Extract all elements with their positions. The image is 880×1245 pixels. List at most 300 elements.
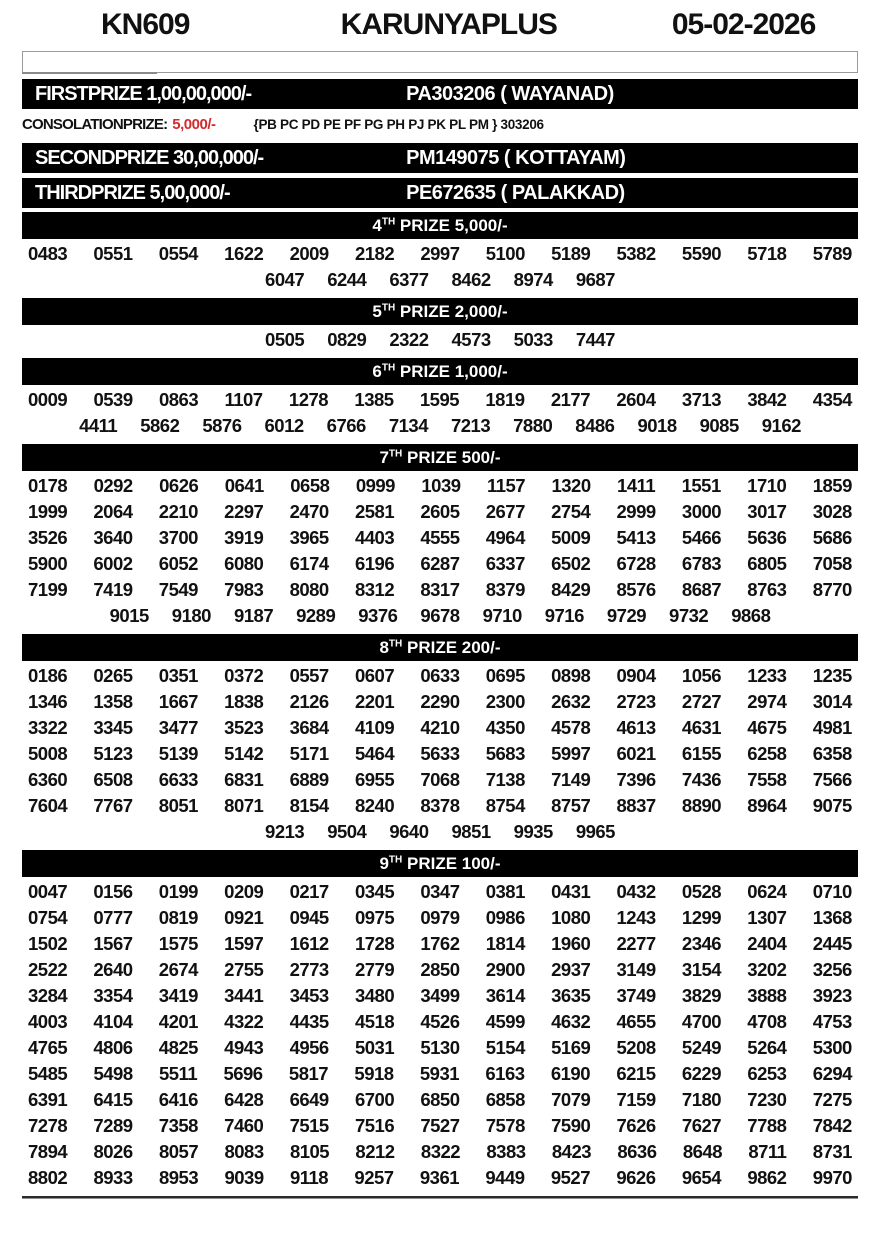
ticket-number: 2632	[551, 691, 591, 712]
ticket-number: 4655	[616, 1011, 656, 1032]
ticket-number: 3477	[158, 717, 198, 738]
ticket-number: 1368	[812, 907, 852, 928]
third-prize-ticket: PE672635 ( PALAKKAD)	[406, 181, 625, 204]
ticket-number: 8486	[575, 415, 615, 436]
ticket-number: 0829	[327, 329, 367, 350]
ticket-number: 8890	[681, 795, 722, 816]
ticket-number: 5208	[616, 1037, 656, 1058]
consolation-row	[22, 111, 858, 138]
ticket-number: 5696	[223, 1063, 263, 1084]
ticket-number: 2779	[354, 959, 395, 980]
ticket-number: 1233	[747, 665, 787, 686]
number-row	[28, 1165, 852, 1191]
ticket-number: 9965	[575, 821, 615, 842]
ticket-number: 7983	[224, 579, 264, 600]
ticket-number: 9862	[747, 1167, 787, 1188]
ticket-number: 4403	[354, 527, 395, 548]
ticket-number: 5683	[485, 743, 525, 764]
ticket-number: 3345	[93, 717, 133, 738]
ticket-number: 4956	[289, 1037, 329, 1058]
ticket-number: 0539	[93, 389, 133, 410]
ticket-number: 2210	[158, 501, 198, 522]
ticket-number: 2640	[93, 959, 133, 980]
ticket-number: 9640	[389, 821, 429, 842]
ticket-number: 5100	[485, 243, 525, 264]
ticket-number: 3256	[812, 959, 852, 980]
ticket-number: 4555	[420, 527, 460, 548]
ticket-number: 5636	[747, 527, 787, 548]
ticket-number: 1039	[421, 475, 461, 496]
ticket-number: 3014	[812, 691, 852, 712]
ticket-number: 0483	[28, 243, 68, 264]
ticket-number: 8711	[748, 1141, 787, 1162]
ticket-number: 2605	[420, 501, 460, 522]
number-row	[28, 689, 852, 715]
ticket-number: 7159	[616, 1089, 656, 1110]
ticket-number: 0695	[485, 665, 525, 686]
ticket-number: 2300	[485, 691, 525, 712]
ticket-number: 7590	[551, 1115, 591, 1136]
ticket-number: 0626	[159, 475, 199, 496]
ticket-number: 2177	[550, 389, 591, 410]
ticket-number: 3842	[747, 389, 787, 410]
ticket-number: 1502	[28, 933, 68, 954]
ticket-number: 3499	[420, 985, 460, 1006]
number-row	[28, 1139, 852, 1165]
section-title: 7TH PRIZE 500/-	[379, 447, 501, 467]
ticket-number: 3965	[289, 527, 329, 548]
section-header-5th-prize	[22, 298, 858, 325]
ticket-number: 4700	[681, 1011, 722, 1032]
second-prize-bar	[22, 143, 858, 173]
ticket-number: 8964	[747, 795, 787, 816]
ticket-number: 8240	[354, 795, 395, 816]
ticket-number: 8576	[616, 579, 656, 600]
ticket-number: 3700	[158, 527, 198, 548]
ticket-number: 6012	[264, 415, 304, 436]
ticket-number: 7460	[224, 1115, 264, 1136]
draw-code: KN609	[101, 8, 190, 41]
section-rows	[0, 385, 880, 440]
third-prize-label: THIRDPRIZE 5,00,000/-	[35, 181, 230, 204]
ticket-number: 7138	[485, 769, 525, 790]
ticket-number: 9654	[681, 1167, 721, 1188]
ticket-number: 7068	[420, 769, 460, 790]
ticket-number: 4526	[420, 1011, 460, 1032]
number-row	[28, 525, 852, 551]
ticket-number: 8648	[682, 1141, 722, 1162]
ticket-number: 4631	[681, 717, 722, 738]
ticket-number: 1358	[93, 691, 133, 712]
ticket-number: 0209	[224, 881, 264, 902]
section-header-4th-prize	[22, 212, 858, 239]
ticket-number: 5189	[551, 243, 591, 264]
ticket-number: 9039	[224, 1167, 264, 1188]
ticket-number: 6002	[93, 553, 133, 574]
ticket-number: 4104	[93, 1011, 133, 1032]
ticket-number: 3829	[681, 985, 722, 1006]
second-prize-ticket: PM149075 ( KOTTAYAM)	[406, 146, 626, 169]
ticket-number: 6889	[289, 769, 329, 790]
ticket-number: 1551	[681, 475, 721, 496]
ticket-number: 8953	[158, 1167, 199, 1188]
ticket-number: 0819	[158, 907, 198, 928]
ticket-number: 1056	[681, 665, 722, 686]
ticket-number: 4573	[451, 329, 491, 350]
ticket-number: 8212	[355, 1141, 395, 1162]
ticket-number: 5008	[28, 743, 68, 764]
ticket-number: 7199	[28, 579, 68, 600]
ticket-number: 5382	[616, 243, 656, 264]
ticket-number: 6955	[354, 769, 395, 790]
ticket-number: 3888	[747, 985, 787, 1006]
ticket-number: 1999	[28, 501, 68, 522]
ticket-number: 5876	[202, 415, 242, 436]
ticket-number: 4109	[354, 717, 395, 738]
section-header-6th-prize	[22, 358, 858, 385]
ticket-number: 0551	[93, 243, 133, 264]
ticket-number: 1299	[681, 907, 722, 928]
ticket-number: 6021	[616, 743, 656, 764]
ticket-number: 6416	[158, 1089, 198, 1110]
section-title: 9TH PRIZE 100/-	[379, 853, 501, 873]
ticket-number: 5171	[289, 743, 329, 764]
ticket-number: 1819	[485, 389, 525, 410]
ticket-number: 3354	[93, 985, 133, 1006]
ticket-number: 5918	[354, 1063, 394, 1084]
ticket-number: 1597	[224, 933, 264, 954]
ticket-number: 5686	[812, 527, 852, 548]
ticket-number: 9015	[109, 605, 149, 626]
number-row	[28, 577, 852, 603]
ticket-number: 0505	[265, 329, 305, 350]
ticket-number: 6244	[327, 269, 367, 290]
ticket-number: 5142	[224, 743, 264, 764]
ticket-number: 8731	[812, 1141, 852, 1162]
ticket-number: 3919	[224, 527, 264, 548]
ticket-number: 7436	[681, 769, 722, 790]
ticket-number: 8757	[551, 795, 591, 816]
ticket-number: 9716	[544, 605, 584, 626]
ticket-number: 3684	[289, 717, 329, 738]
ticket-number: 9187	[233, 605, 274, 626]
ticket-number: 7549	[158, 579, 198, 600]
ticket-number: 0351	[158, 665, 198, 686]
ticket-number: 5300	[812, 1037, 852, 1058]
ticket-number: 2445	[812, 933, 852, 954]
ticket-number: 4411	[79, 415, 118, 436]
ticket-number: 7447	[575, 329, 615, 350]
ticket-number: 6163	[485, 1063, 525, 1084]
ticket-number: 9729	[606, 605, 647, 626]
section-rows	[0, 877, 880, 1192]
ticket-number: 3441	[224, 985, 264, 1006]
ticket-number: 4210	[420, 717, 460, 738]
ticket-number: 8083	[224, 1141, 264, 1162]
ticket-number: 2755	[224, 959, 264, 980]
ticket-number: 9868	[731, 605, 771, 626]
ticket-number: 4201	[158, 1011, 198, 1032]
ticket-number: 4354	[812, 389, 852, 410]
ticket-number: 6649	[289, 1089, 329, 1110]
ticket-number: 5123	[93, 743, 133, 764]
ticket-number: 0199	[158, 881, 198, 902]
ticket-number: 7278	[28, 1115, 68, 1136]
ticket-number: 7788	[747, 1115, 787, 1136]
ticket-number: 5789	[812, 243, 852, 264]
ticket-number: 9289	[296, 605, 336, 626]
ticket-number: 2773	[289, 959, 329, 980]
number-row	[28, 819, 852, 845]
ticket-number: 3419	[158, 985, 198, 1006]
ticket-number: 3923	[812, 985, 852, 1006]
ticket-number: 8687	[681, 579, 722, 600]
ticket-number: 8770	[812, 579, 852, 600]
ticket-number: 7134	[388, 415, 428, 436]
ticket-number: 2126	[289, 691, 329, 712]
ticket-number: 4708	[747, 1011, 787, 1032]
number-row	[28, 905, 852, 931]
ticket-number: 7842	[812, 1115, 852, 1136]
ticket-number: 1385	[354, 389, 394, 410]
ticket-number: 5009	[551, 527, 591, 548]
ticket-number: 7180	[681, 1089, 722, 1110]
ticket-number: 7627	[681, 1115, 722, 1136]
number-row	[28, 413, 852, 439]
ticket-number: 2723	[616, 691, 656, 712]
ticket-number: 6391	[28, 1089, 68, 1110]
ticket-number: 8312	[354, 579, 395, 600]
ticket-number: 5900	[28, 553, 68, 574]
ticket-number: 8154	[289, 795, 329, 816]
ticket-number: 1960	[551, 933, 591, 954]
ticket-number: 1622	[224, 243, 264, 264]
ticket-number: 4943	[224, 1037, 264, 1058]
ticket-number: 2674	[158, 959, 198, 980]
ticket-number: 9678	[420, 605, 460, 626]
ticket-number: 9180	[171, 605, 211, 626]
ticket-number: 8026	[93, 1141, 133, 1162]
ticket-number: 3749	[616, 985, 656, 1006]
ticket-number: 9257	[354, 1167, 394, 1188]
ticket-number: 4613	[616, 717, 656, 738]
ticket-number: 5511	[158, 1063, 198, 1084]
ticket-number: 7515	[289, 1115, 329, 1136]
ticket-number: 6633	[158, 769, 198, 790]
number-row	[28, 879, 852, 905]
ticket-number: 1235	[812, 665, 852, 686]
ticket-number: 2009	[289, 243, 329, 264]
ticket-number: 4518	[354, 1011, 395, 1032]
prize-sections	[0, 212, 880, 1192]
ticket-number: 1243	[616, 907, 656, 928]
ticket-number: 9504	[327, 821, 367, 842]
ticket-number: 7079	[551, 1089, 591, 1110]
ticket-number: 0347	[420, 881, 460, 902]
ticket-number: 4825	[158, 1037, 198, 1058]
ticket-number: 7230	[747, 1089, 787, 1110]
ticket-number: 6287	[420, 553, 460, 574]
section-rows	[0, 239, 880, 294]
ticket-number: 0265	[93, 665, 133, 686]
ticket-number: 6155	[681, 743, 722, 764]
ticket-number: 6360	[28, 769, 68, 790]
ticket-number: 6805	[747, 553, 787, 574]
ticket-number: 0777	[93, 907, 133, 928]
ticket-number: 5130	[420, 1037, 460, 1058]
ticket-number: 9162	[761, 415, 801, 436]
ticket-number: 3000	[681, 501, 722, 522]
ticket-number: 1567	[93, 933, 133, 954]
ticket-number: 2581	[354, 501, 395, 522]
number-row	[28, 499, 852, 525]
ticket-number: 5031	[354, 1037, 395, 1058]
ticket-number: 9626	[616, 1167, 656, 1188]
ticket-number: 6831	[224, 769, 264, 790]
ticket-number: 6196	[354, 553, 395, 574]
ticket-number: 1346	[28, 691, 68, 712]
ticket-number: 2999	[616, 501, 656, 522]
ticket-number: 4632	[551, 1011, 591, 1032]
ticket-number: 0658	[290, 475, 330, 496]
ticket-number: 0557	[289, 665, 329, 686]
ticket-number: 0345	[354, 881, 395, 902]
ticket-number: 4578	[551, 717, 591, 738]
number-row	[28, 241, 852, 267]
number-row	[28, 983, 852, 1009]
ticket-number: 6428	[224, 1089, 264, 1110]
ticket-number: 6850	[420, 1089, 460, 1110]
ticket-number: 2346	[681, 933, 722, 954]
ticket-number: 3453	[289, 985, 329, 1006]
ticket-number: 8105	[289, 1141, 330, 1162]
ticket-number: 5139	[158, 743, 198, 764]
ticket-number: 6728	[616, 553, 656, 574]
ticket-number: 0921	[224, 907, 264, 928]
ticket-number: 8754	[485, 795, 525, 816]
number-row	[28, 663, 852, 689]
ticket-number: 6080	[224, 553, 264, 574]
ticket-number: 7626	[616, 1115, 656, 1136]
ticket-number: 6358	[812, 743, 852, 764]
number-row	[28, 957, 852, 983]
ticket-number: 1411	[617, 475, 656, 496]
ticket-number: 8636	[617, 1141, 657, 1162]
ticket-number: 0009	[28, 389, 68, 410]
ticket-number: 5413	[616, 527, 656, 548]
ticket-number: 1107	[224, 389, 263, 410]
section-title: 5TH PRIZE 2,000/-	[372, 301, 508, 321]
ticket-number: 9118	[289, 1167, 329, 1188]
ticket-number: 2900	[485, 959, 525, 980]
ticket-number: 8837	[616, 795, 656, 816]
ticket-number: 9935	[513, 821, 553, 842]
ticket-number: 2277	[616, 933, 656, 954]
ticket-number: 7058	[812, 553, 852, 574]
ticket-number: 2997	[420, 243, 460, 264]
ticket-number: 3480	[354, 985, 395, 1006]
ticket-number: 5264	[747, 1037, 787, 1058]
section-header-9th-prize	[22, 850, 858, 877]
ticket-number: 0898	[551, 665, 591, 686]
ticket-number: 0528	[681, 881, 722, 902]
ticket-number: 0641	[224, 475, 264, 496]
section-rows	[0, 325, 880, 354]
ticket-number: 6377	[389, 269, 429, 290]
ticket-number: 4003	[28, 1011, 68, 1032]
number-row	[28, 741, 852, 767]
ticket-number: 0047	[28, 881, 68, 902]
ticket-number: 5718	[747, 243, 787, 264]
ticket-number: 9085	[699, 415, 739, 436]
ticket-number: 6415	[93, 1089, 133, 1110]
ticket-number: 6052	[158, 553, 198, 574]
section-header-8th-prize	[22, 634, 858, 661]
ticket-number: 3614	[485, 985, 525, 1006]
ticket-number: 6047	[265, 269, 305, 290]
ticket-number: 8802	[28, 1167, 68, 1188]
ticket-number: 7566	[812, 769, 852, 790]
ticket-number: 3017	[747, 501, 787, 522]
ticket-number: 7396	[616, 769, 656, 790]
ticket-number: 4753	[812, 1011, 852, 1032]
ticket-number: 0624	[747, 881, 787, 902]
first-prize-ticket: PA303206 ( WAYANAD)	[406, 82, 614, 105]
ticket-number: 9687	[575, 269, 615, 290]
ticket-number: 0381	[485, 881, 525, 902]
ticket-number: 2404	[747, 933, 787, 954]
ticket-number: 5466	[681, 527, 722, 548]
number-row	[28, 931, 852, 957]
ticket-number: 2182	[354, 243, 395, 264]
ticket-number: 0904	[616, 665, 656, 686]
title-bar	[0, 0, 880, 48]
first-prize-label: FIRSTPRIZE 1,00,00,000/-	[35, 82, 252, 105]
ticket-number: 7213	[450, 415, 491, 436]
ticket-number: 9361	[419, 1167, 460, 1188]
ticket-number: 6229	[681, 1063, 721, 1084]
ticket-number: 7516	[354, 1115, 395, 1136]
ticket-number: 2754	[551, 501, 591, 522]
ticket-number: 4350	[485, 717, 525, 738]
ticket-number: 2201	[354, 691, 395, 712]
ticket-number: 5931	[419, 1063, 460, 1084]
ticket-number: 7880	[513, 415, 553, 436]
ticket-number: 8378	[420, 795, 460, 816]
ticket-number: 0186	[28, 665, 68, 686]
ticket-number: 4806	[93, 1037, 133, 1058]
first-prize-bar	[22, 79, 858, 109]
number-row	[28, 715, 852, 741]
ticket-number: 3202	[747, 959, 787, 980]
ticket-number: 6858	[485, 1089, 525, 1110]
number-row	[28, 551, 852, 577]
ticket-number: 0431	[551, 881, 591, 902]
ticket-number: 0945	[289, 907, 329, 928]
section-title: 6TH PRIZE 1,000/-	[372, 361, 508, 381]
ticket-number: 7149	[551, 769, 591, 790]
ticket-number: 8423	[551, 1141, 592, 1162]
number-row	[28, 1087, 852, 1113]
ticket-number: 8080	[289, 579, 329, 600]
ticket-number: 7527	[420, 1115, 460, 1136]
ticket-number: 6174	[289, 553, 329, 574]
ticket-number: 1307	[747, 907, 787, 928]
ticket-number: 6502	[551, 553, 591, 574]
empty-strip	[22, 51, 858, 73]
ticket-number: 2522	[28, 959, 68, 980]
ticket-number: 0710	[812, 881, 852, 902]
